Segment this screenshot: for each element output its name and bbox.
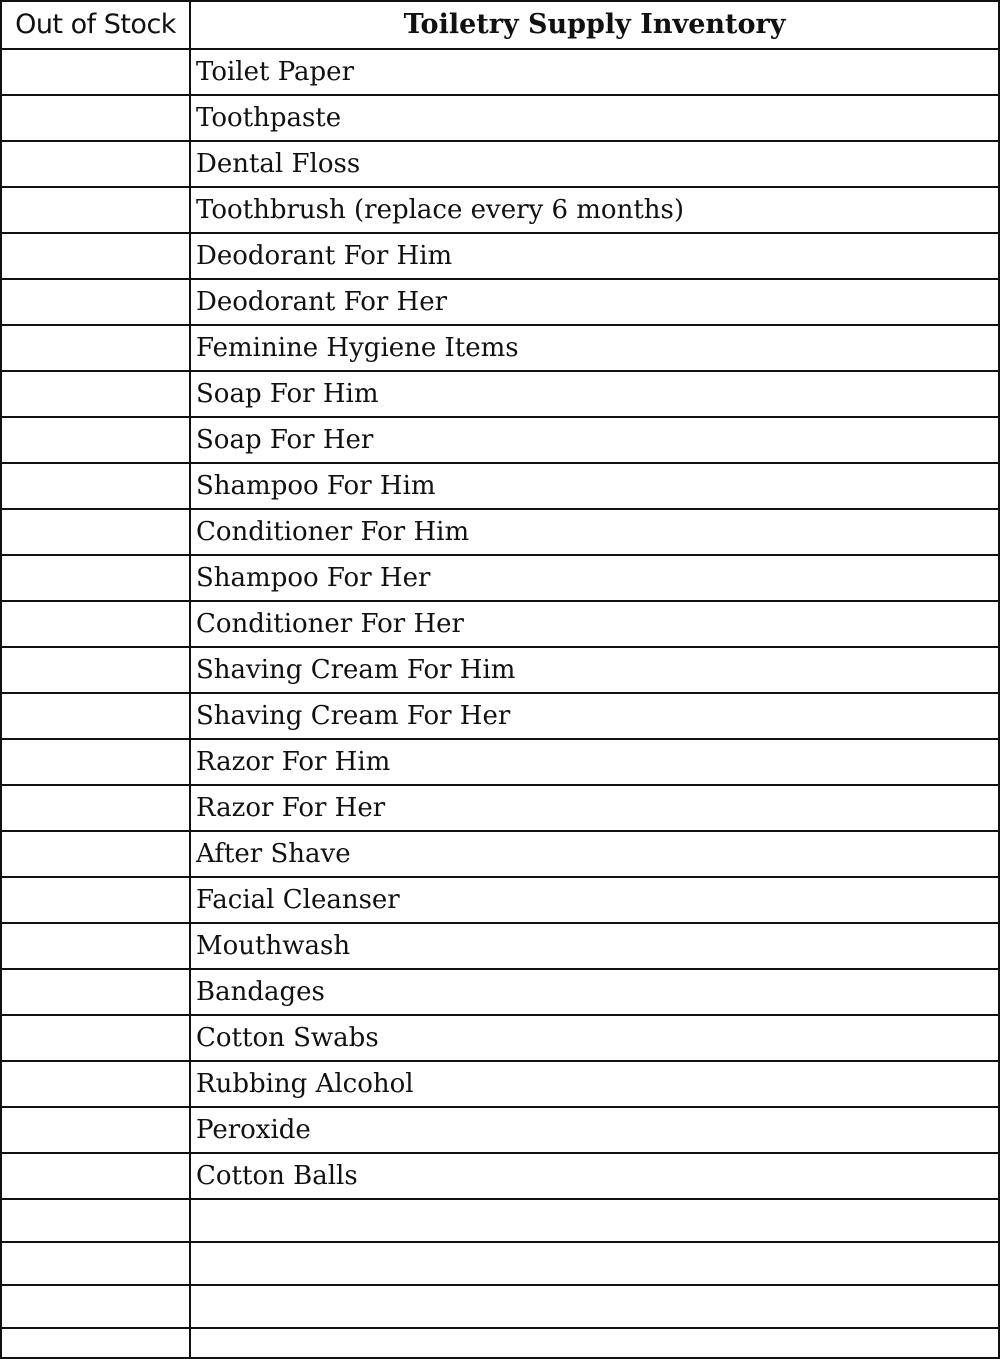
out-of-stock-cell[interactable] [2, 602, 191, 646]
item-name-cell: Bandages [196, 977, 325, 1007]
item-name-cell [191, 1286, 998, 1327]
table-row [2, 464, 998, 510]
out-of-stock-cell[interactable] [2, 280, 191, 324]
item-name-cell: Feminine Hygiene Items [196, 333, 519, 363]
table-row [2, 1200, 998, 1243]
item-name-cell: Deodorant For Her [196, 287, 448, 317]
table-row [2, 648, 998, 694]
table-row [2, 96, 998, 142]
item-name-cell: Conditioner For Him [196, 517, 470, 547]
table-row [2, 694, 998, 740]
out-of-stock-cell[interactable] [2, 556, 191, 600]
out-of-stock-cell[interactable] [2, 142, 191, 186]
table-row [2, 924, 998, 970]
out-of-stock-cell[interactable] [2, 1108, 191, 1152]
item-name-cell: Soap For Him [196, 379, 379, 409]
out-of-stock-cell[interactable] [2, 1286, 191, 1327]
table-row [2, 786, 998, 832]
item-name-cell: Shaving Cream For Her [196, 701, 511, 731]
item-name-cell: Toothbrush (replace every 6 months) [196, 195, 685, 225]
table-row [2, 50, 998, 96]
item-name-cell [191, 1243, 998, 1284]
item-name-cell: Rubbing Alcohol [196, 1069, 414, 1099]
out-of-stock-cell[interactable] [2, 510, 191, 554]
out-of-stock-cell[interactable] [2, 832, 191, 876]
out-of-stock-cell[interactable] [2, 372, 191, 416]
out-of-stock-cell[interactable] [2, 740, 191, 784]
table-row [2, 142, 998, 188]
out-of-stock-cell[interactable] [2, 1243, 191, 1284]
out-of-stock-cell[interactable] [2, 1200, 191, 1241]
item-name-cell: Razor For Her [196, 793, 386, 823]
table-row [2, 1154, 998, 1200]
table-row [2, 970, 998, 1016]
item-name-cell: Facial Cleanser [196, 885, 400, 915]
item-name-cell: Conditioner For Her [196, 609, 464, 639]
out-of-stock-cell[interactable] [2, 326, 191, 370]
item-name-cell: Shampoo For Her [196, 563, 431, 593]
inventory-header: Toiletry Supply Inventory [403, 9, 786, 40]
table-row [2, 1329, 998, 1357]
table-row [2, 280, 998, 326]
out-of-stock-cell[interactable] [2, 418, 191, 462]
out-of-stock-cell[interactable] [2, 694, 191, 738]
out-of-stock-cell[interactable] [2, 50, 191, 94]
table-row [2, 878, 998, 924]
item-name-cell: Razor For Him [196, 747, 391, 777]
item-name-cell: Cotton Balls [196, 1161, 358, 1191]
table-row [2, 1062, 998, 1108]
table-row [2, 740, 998, 786]
table-row [2, 188, 998, 234]
table-row [2, 1108, 998, 1154]
table-row [2, 1286, 998, 1329]
out-of-stock-cell[interactable] [2, 1062, 191, 1106]
out-of-stock-cell[interactable] [2, 96, 191, 140]
item-name-cell [191, 1329, 998, 1357]
out-of-stock-cell[interactable] [2, 1016, 191, 1060]
item-name-cell: Soap For Her [196, 425, 374, 455]
out-of-stock-cell[interactable] [2, 786, 191, 830]
item-name-cell: Deodorant For Him [196, 241, 453, 271]
item-name-cell: Toothpaste [196, 103, 342, 133]
out-of-stock-cell[interactable] [2, 648, 191, 692]
table-row [2, 602, 998, 648]
item-name-cell: Shaving Cream For Him [196, 655, 516, 685]
table-row [2, 326, 998, 372]
item-name-cell: Peroxide [196, 1115, 311, 1145]
table-row [2, 832, 998, 878]
table-row [2, 510, 998, 556]
out-of-stock-cell[interactable] [2, 234, 191, 278]
out-of-stock-cell[interactable] [2, 970, 191, 1014]
out-of-stock-cell[interactable] [2, 188, 191, 232]
table-row [2, 372, 998, 418]
out-of-stock-cell[interactable] [2, 924, 191, 968]
table-row [2, 556, 998, 602]
out-of-stock-cell[interactable] [2, 1154, 191, 1198]
table-row [2, 418, 998, 464]
table-row [2, 1243, 998, 1286]
item-name-cell [191, 1200, 998, 1241]
out-of-stock-cell[interactable] [2, 878, 191, 922]
table-header [2, 2, 998, 50]
table-row [2, 234, 998, 280]
item-name-cell: Dental Floss [196, 149, 361, 179]
item-name-cell: After Shave [196, 839, 351, 869]
item-name-cell: Cotton Swabs [196, 1023, 379, 1053]
item-name-cell: Toilet Paper [196, 57, 354, 87]
table-row [2, 1016, 998, 1062]
item-name-cell: Shampoo For Him [196, 471, 436, 501]
out-of-stock-cell[interactable] [2, 1329, 191, 1357]
item-name-cell: Mouthwash [196, 931, 351, 961]
out-of-stock-header: Out of Stock [2, 2, 191, 48]
out-of-stock-cell[interactable] [2, 464, 191, 508]
